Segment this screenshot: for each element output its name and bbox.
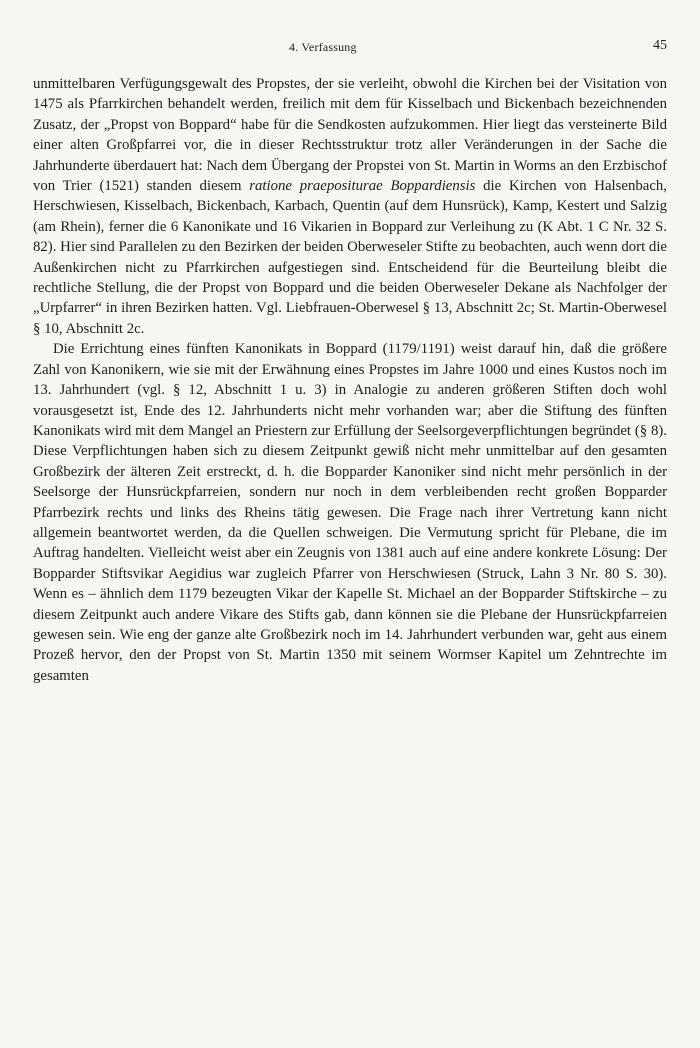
section-title: 4. Verfassung bbox=[289, 40, 357, 54]
paragraph-2: Die Errichtung eines fünften Kanonikats in Boppard (1179/1191) weist darauf hin, daß die größere Zahl von Kanonikern, wie sie mit der Erwähnung eines Propstes im Jahre 1000 und eines Kustos noch im 13. Jahrhundert (vgl. § 12, Abschnitt 1 u. 3) in Analogie zu anderen größeren Stiften doch wohl vorausgesetzt ist, Ende des 12. Jahrhunderts nicht mehr vorhanden war; aber die Stiftung des fünften Kanonikats wird mit dem Mangel an Priestern zur Erfüllung der Seelsorgeverpflichtungen begründet (§ 8). Diese Verpflichtungen haben sich zu diesem Zeitpunkt gewiß nicht mehr unmittelbar auf den gesamten Großbezirk der älteren Zeit erstreckt, d. h. die Bopparder Kanoniker sind nicht mehr persönlich in der Seelsorge der Hunsrückpfarreien, sondern nur noch in dem verbleibenden recht großen Bopparder Pfarrbezirk rechts und links des Rheins tätig gewesen. Die Frage nach ihrer Vertretung kann nicht allgemein beantwortet werden, da die Quellen schweigen. Die Vermutung spricht für Plebane, die im Auftrag handelten. Vielleicht weist aber ein Zeugnis von 1381 auch auf eine andere konkrete Lösung: Der Bopparder Stiftsvikar Aegidius war zugleich Pfarrer von Herschwiesen (Struck, Lahn 3 Nr. 80 S. 30). Wenn es – ähnlich dem 1179 bezeugten Vikar der Kapelle St. Michael an der Bopparder Stiftskirche – zu diesem Zeitpunkt auch andere Vikare des Stifts gab, dann können sie die Plebane der Hunsrückpfarreien gewesen sein. Wie eng der ganze alte Großbezirk noch im 14. Jahrhundert verbunden war, geht aus einem Prozeß hervor, den der Propst von St. Martin 1350 mit seinem Wormser Kapitel um Zehntrechte im gesamten bbox=[33, 341, 667, 684]
running-header bbox=[33, 36, 667, 60]
page-number: 45 bbox=[653, 38, 667, 53]
body-text bbox=[33, 74, 667, 686]
paragraph-1-text-b: die Kirchen von Halsenbach, Herschwiesen, Kisselbach, Bickenbach, Karbach, Quentin (auf dem Hunsrück), Kamp, Kestert und Salzig (am Rhein), ferner die 6 Kanonikate und 16 Vikarien in Boppard zur Verleihung zu (K Abt. 1 C Nr. 32 S. 82). Hier sind Parallelen zu den Bezirken der beiden Oberweseler Stifte zu beobachten, auch wenn dort die Außenkirchen nicht zu Pfarrkirchen aufgestiegen sind. Entscheidend für die Beurteilung bleibt die rechtliche Stellung, die der Propst von Boppard und die beiden Oberweseler Dekane als Nachfolger der „Urpfarrer“ in ihren Bezirken hatten. Vgl. Liebfrauen-Oberwesel § 13, Abschnitt 2c; St. Martin-Oberwesel § 10, Abschnitt 2c. bbox=[33, 178, 667, 337]
paragraph-1-italic-phrase: ratione praepositurae Boppardiensis bbox=[249, 178, 476, 195]
paragraph-1 bbox=[33, 74, 667, 339]
paragraph-1-text-a: unmittelbaren Verfügungsgewalt des Propstes, der sie verleiht, obwohl die Kirchen bei der Visitation von 1475 als Pfarrkirchen behandelt werden, freilich mit dem für Kisselbach und Bickenbach bezeichnenden Zusatz, der „Propst von Boppard“ habe für die Sendkosten aufzukommen. Hier liegt das versteinerte Bild einer alten Großpfarrei vor, die in dieser Rechtsstruktur trotz aller Veränderungen in der Sache die Jahrhunderte überdauert hat: Nach dem Übergang der Propstei von St. Martin in Worms an den Erzbischof von Trier (1521) standen diesem bbox=[33, 76, 667, 195]
